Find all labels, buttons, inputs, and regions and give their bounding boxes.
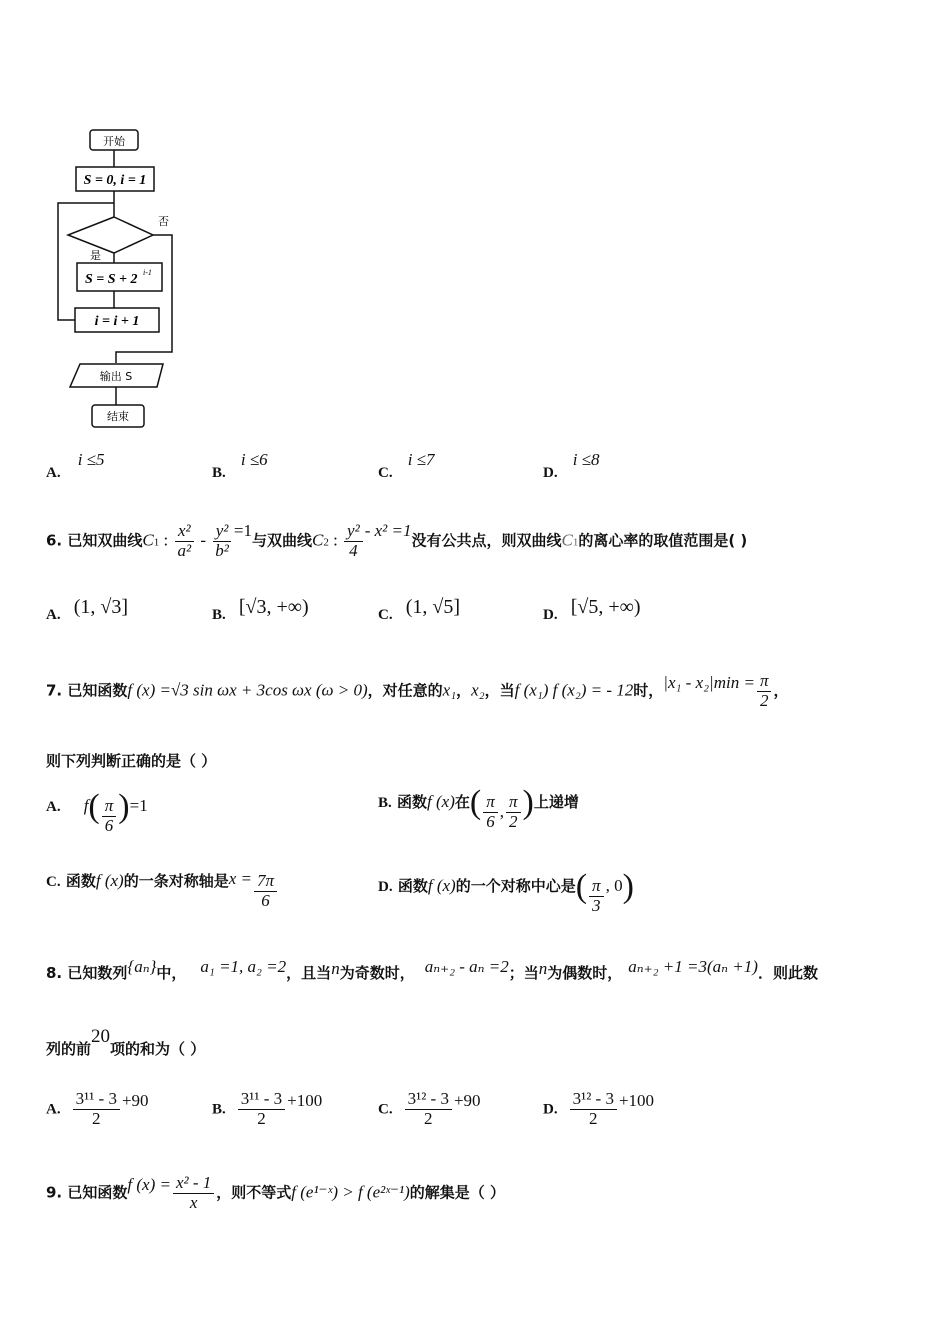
q9-text-1: 已知函数 <box>67 1183 128 1202</box>
q8-odd: aₙ₊₂ - aₙ =2 <box>424 957 509 976</box>
q6-text-1: 已知双曲线 <box>67 531 143 550</box>
q9-text-2: ，则不等式 <box>216 1183 292 1202</box>
frac-num: y² <box>213 522 232 542</box>
flow-init: S = 0, i = 1 <box>83 173 147 188</box>
q8-text-4: 为奇数时， <box>339 964 415 982</box>
option-text: 函数 <box>65 871 96 890</box>
frac-den: a² <box>177 540 192 560</box>
flow-update-s-exp: i-1 <box>143 268 152 277</box>
q5-option-a[interactable] <box>46 450 105 482</box>
q6-text-3: 没有公共点，则双曲线 <box>411 531 562 550</box>
c1b-name: C <box>561 530 573 550</box>
option-label: B. <box>212 1101 226 1118</box>
option-f: f <box>83 796 89 815</box>
option-label: D. <box>543 1101 558 1118</box>
q5-option-b[interactable] <box>212 450 268 482</box>
option-label: C. <box>378 607 393 623</box>
frac-den: b² <box>215 540 229 560</box>
q7-text-4: 时， <box>633 681 664 700</box>
frac-den: 6 <box>261 890 270 910</box>
question-7 <box>46 672 788 710</box>
frac <box>570 1090 617 1128</box>
option-eq: =1 <box>129 796 148 815</box>
q7-function: f (x) =√3 sin ωx + 3cos ωx (ω > 0) <box>127 680 368 700</box>
q7-text-2: ，对任意的 <box>367 681 443 700</box>
q7-x2: x₂ <box>471 680 485 700</box>
question-number: 7. <box>46 681 63 700</box>
q6-text-4: 的离心率的取值范围是( ) <box>578 531 748 550</box>
c2-sub: 2 <box>323 536 329 549</box>
q8-option-c[interactable] <box>378 1090 481 1128</box>
frac-den: 6 <box>486 812 495 831</box>
q8-text-5: ；当 <box>508 964 539 982</box>
option-f: f (x) <box>95 870 124 890</box>
question-number: 6. <box>46 531 63 550</box>
q7-x1: x₁ <box>442 680 457 700</box>
option-label: A. <box>46 1101 61 1118</box>
question-number: 9. <box>46 1183 63 1202</box>
option-value: (1, √3] <box>73 596 128 618</box>
frac-den: 4 <box>349 540 358 560</box>
option-label: C. <box>46 873 61 890</box>
q5-option-d[interactable] <box>543 450 600 482</box>
option-label: A. <box>46 607 61 623</box>
frac <box>506 793 521 831</box>
option-value: [√5, +∞) <box>570 596 641 618</box>
frac-num: π <box>483 793 498 813</box>
frac-num: 3¹¹ - 3 <box>238 1090 285 1110</box>
frac-num: x² <box>175 522 194 542</box>
flowchart <box>50 125 185 435</box>
q6-option-a[interactable] <box>46 596 128 625</box>
c2-frac <box>344 522 363 560</box>
option-label: B. <box>378 795 392 811</box>
option-value: i ≤5 <box>77 450 105 469</box>
q8-n1: n <box>331 959 340 978</box>
frac <box>102 797 117 835</box>
flow-update-i: i = i + 1 <box>94 314 140 329</box>
frac-num: 3¹² - 3 <box>570 1090 617 1110</box>
frac-den: 2 <box>424 1108 433 1128</box>
question-8 <box>46 957 818 983</box>
frac <box>405 1090 452 1128</box>
frac-den: 2 <box>589 1108 598 1128</box>
q8-init: a₁ =1, a₂ =2 <box>200 957 287 976</box>
frac-num: y² <box>344 522 363 542</box>
flow-no: 否 <box>158 215 169 228</box>
frac <box>589 877 604 915</box>
c1-sub: 1 <box>153 536 160 549</box>
q7-absmin: |x₁ - x₂|min = <box>663 672 755 692</box>
q7-option-a[interactable]: A. f( $\frac{\pi}{6}$ )=1 <box>46 788 148 835</box>
option-zero: , 0 <box>605 876 623 895</box>
flow-start: 开始 <box>103 135 125 148</box>
q7-text-3: ，当 <box>484 681 515 700</box>
q8-option-b[interactable] <box>212 1090 322 1128</box>
frac-num: π <box>506 793 521 813</box>
c1-eq: =1 <box>233 520 252 540</box>
q7-condition: f (x₁) f (x₂) = - 12 <box>514 680 634 700</box>
frac <box>238 1090 285 1128</box>
option-f: f (x) <box>427 792 455 811</box>
q6-option-b[interactable] <box>212 596 309 625</box>
option-value: i ≤7 <box>407 450 435 469</box>
q8-twenty: 20 <box>91 1026 111 1047</box>
q8-text-2: 中， <box>156 964 187 982</box>
q8-text-1: 已知数列 <box>67 964 128 982</box>
q7-pi-frac <box>757 672 772 710</box>
q9-frac <box>173 1174 214 1212</box>
q6-option-d[interactable] <box>543 596 641 625</box>
option-label: A. <box>46 799 61 815</box>
frac-den: 2 <box>509 812 518 831</box>
c1-frac-1 <box>174 522 194 560</box>
q8-line2a: 列的前 <box>46 1040 92 1058</box>
q9-inequality: f (e¹⁻ˣ) > f (e²ˣ⁻¹) <box>291 1182 410 1202</box>
frac-num: π <box>757 672 772 692</box>
q8-n2: n <box>538 959 548 978</box>
q5-option-c[interactable] <box>378 450 435 482</box>
frac-num: x² - 1 <box>173 1174 214 1194</box>
c1b-sub: 1 <box>572 536 579 549</box>
c1-frac-2 <box>212 522 232 560</box>
frac <box>254 872 277 910</box>
q8-text-6: 为偶数时， <box>547 964 623 982</box>
q8-text-3: ，且当 <box>286 964 332 982</box>
option-f: f (x) <box>427 876 456 895</box>
q8-line2b: 项的和为（ ） <box>110 1040 206 1058</box>
option-label: B. <box>212 607 226 623</box>
option-label: C. <box>378 1101 393 1118</box>
frac-num: 3¹¹ - 3 <box>73 1090 120 1110</box>
option-value: i ≤8 <box>572 450 600 469</box>
frac <box>483 793 498 831</box>
option-text: 的一条对称轴是 <box>123 871 229 890</box>
q8-option-a[interactable] <box>46 1090 149 1128</box>
c1-name: C <box>142 530 154 550</box>
option-text: 函数 <box>397 793 428 811</box>
frac-den: 6 <box>104 816 114 835</box>
option-value: [√3, +∞) <box>238 596 309 618</box>
option-value: (1, √5] <box>405 596 460 618</box>
frac-num: 3¹² - 3 <box>405 1090 452 1110</box>
option-tail: +90 <box>121 1090 149 1110</box>
c2-rest: - x² =1 <box>364 520 412 540</box>
q7-option-d[interactable]: D. 函数f (x)的一个对称中心是( $\frac{\pi}{3}$ , 0) <box>378 868 634 915</box>
frac <box>73 1090 120 1128</box>
question-7-line-2: 则下列判断正确的是（ ） <box>46 752 217 770</box>
question-number: 8. <box>46 964 63 982</box>
q6-option-c[interactable] <box>378 596 460 625</box>
option-text: 的一个对称中心是 <box>455 877 576 895</box>
q7-text-1: 已知函数 <box>67 681 128 700</box>
q7-option-b[interactable]: B. 函数f (x)在( $\frac{\pi}{6}$ , $\frac{\pi}{2}$ )上递增 <box>378 784 579 831</box>
frac-den: 2 <box>257 1108 266 1128</box>
q7-sep: ， <box>456 681 472 700</box>
question-9 <box>46 1174 505 1212</box>
frac-den: 2 <box>92 1108 101 1128</box>
q8-even: aₙ₊₂ +1 =3(aₙ +1) <box>628 957 758 976</box>
option-value: i ≤6 <box>240 450 268 469</box>
q9-f-lhs: f (x) = <box>127 1174 171 1194</box>
option-label: B. <box>212 465 226 481</box>
option-tail: +100 <box>618 1090 655 1110</box>
option-label: D. <box>543 607 558 623</box>
frac-den: x <box>189 1192 198 1212</box>
option-tail: +90 <box>453 1090 481 1110</box>
q8-text-7: ．则此数 <box>757 964 818 982</box>
option-x: x = <box>228 868 252 888</box>
option-label: D. <box>543 465 558 481</box>
flow-end: 结束 <box>107 410 129 423</box>
option-text: 上递增 <box>533 793 579 811</box>
frac-num: 7π <box>254 872 277 892</box>
question-6: 6. 已知双曲线C1 : $\frac{\text{x²}}{\text{a²}}$ - $\frac{\text{y²}}{\text{b²}}$ =1与双曲线C2 : $\frac{\text{y²}}{4}$ - x² =1没有公共点，则双曲线C1的离心率的取值范围是( ) <box>46 520 748 560</box>
q8-option-d[interactable] <box>543 1090 654 1128</box>
q7-option-c[interactable] <box>46 868 279 910</box>
frac-den: 2 <box>759 690 769 710</box>
flow-update-s: S = S + 2 <box>85 272 138 287</box>
q7-text-5: ， <box>773 681 789 700</box>
q8-seq: {aₙ} <box>127 957 157 976</box>
question-8-line-2 <box>46 1026 206 1060</box>
flow-yes: 是 <box>90 249 101 262</box>
option-label: C. <box>378 465 393 481</box>
flow-output: 输出 S <box>99 370 133 383</box>
frac-num: π <box>589 877 604 897</box>
q9-text-3: 的解集是（ ） <box>409 1183 506 1202</box>
option-text: 函数 <box>397 877 428 895</box>
option-tail: +100 <box>287 1090 323 1110</box>
option-label: D. <box>378 879 393 895</box>
option-label: A. <box>46 465 61 481</box>
option-text: 在 <box>454 793 470 811</box>
frac-den: 3 <box>592 896 601 915</box>
frac-num: π <box>102 797 117 817</box>
c2-name: C <box>311 530 324 550</box>
q6-text-2: 与双曲线 <box>251 531 312 550</box>
